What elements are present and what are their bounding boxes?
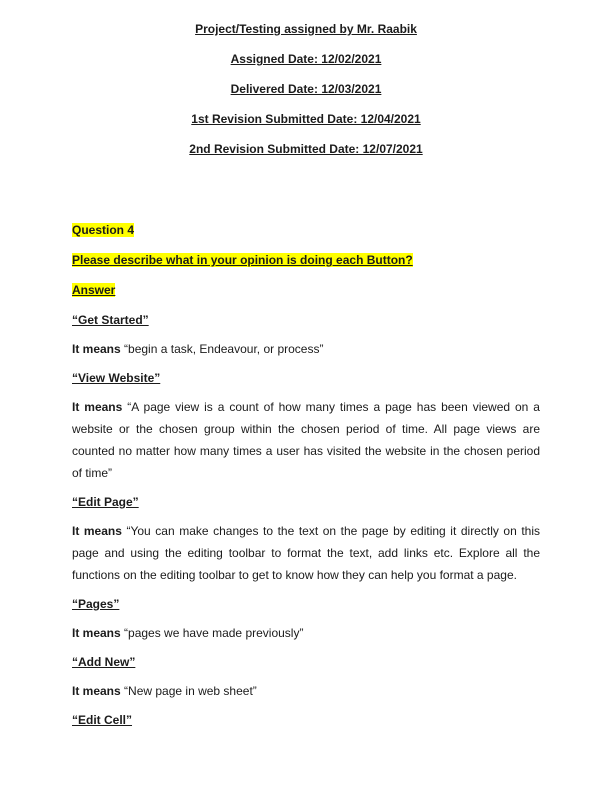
term-line bbox=[72, 368, 540, 389]
definition-lead: It means bbox=[72, 400, 128, 414]
term-line bbox=[72, 652, 540, 673]
question-number: Question 4 bbox=[72, 223, 135, 237]
delivered-date-text: Delivered Date: 12/03/2021 bbox=[230, 82, 382, 96]
term-label: “Get Started” bbox=[72, 313, 149, 327]
term-line bbox=[72, 594, 540, 615]
question-section bbox=[72, 220, 540, 301]
definition-lead: It means bbox=[72, 524, 127, 538]
question-prompt-line bbox=[72, 250, 540, 271]
term-line bbox=[72, 492, 540, 513]
term-label: “View Website” bbox=[72, 371, 161, 385]
assigned-date-text: Assigned Date: 12/02/2021 bbox=[230, 52, 382, 66]
term-line bbox=[72, 710, 540, 731]
definition-item-add-new bbox=[72, 652, 540, 702]
term-label: “Edit Cell” bbox=[72, 713, 133, 727]
definition-item-pages bbox=[72, 594, 540, 644]
term-line bbox=[72, 310, 540, 331]
definition-item-edit-page bbox=[72, 492, 540, 586]
definition-item-view-website bbox=[72, 368, 540, 484]
answer-label: Answer bbox=[72, 283, 116, 297]
definition-lead: It means bbox=[72, 342, 125, 356]
header-line-title bbox=[72, 19, 540, 40]
answer-label-line bbox=[72, 280, 540, 301]
definition-body: “New page in web sheet” bbox=[124, 684, 257, 698]
document-header bbox=[72, 19, 540, 160]
definition-line bbox=[72, 396, 540, 484]
header-line-delivered-date bbox=[72, 79, 540, 100]
question-prompt: Please describe what in your opinion is doing each Button? bbox=[72, 253, 413, 267]
definition-lead: It means bbox=[72, 684, 125, 698]
definition-body: “begin a task, Endeavour, or process” bbox=[124, 342, 324, 356]
definition-line bbox=[72, 520, 540, 586]
definition-item-edit-cell bbox=[72, 710, 540, 731]
definition-body: “You can make changes to the text on the page by editing it directly on this page and using the editing toolbar to format the text, add links etc. Explore all the functions on the editing toolbar to get to know how they can help you format a page. bbox=[72, 524, 541, 582]
term-label: “Edit Page” bbox=[72, 495, 139, 509]
term-label: “Pages” bbox=[72, 597, 120, 611]
header-line-first-revision bbox=[72, 109, 540, 130]
definition-body: “A page view is a count of how many times a page has been viewed on a website or the chosen group within the chosen period of time. All page views are counted no matter how many times a user has visited the website in the chosen period of time” bbox=[72, 400, 540, 480]
definition-item-get-started bbox=[72, 310, 540, 360]
definition-body: “pages we have made previously” bbox=[124, 626, 304, 640]
second-revision-text: 2nd Revision Submitted Date: 12/07/2021 bbox=[189, 142, 423, 156]
header-line-second-revision bbox=[72, 139, 540, 160]
term-label: “Add New” bbox=[72, 655, 136, 669]
answers-section bbox=[72, 310, 540, 731]
definition-line bbox=[72, 622, 540, 644]
definition-lead: It means bbox=[72, 626, 125, 640]
question-number-line bbox=[72, 220, 540, 241]
header-title-text: Project/Testing assigned by Mr. Raabik bbox=[195, 22, 417, 36]
header-line-assigned-date bbox=[72, 49, 540, 70]
definition-line bbox=[72, 680, 540, 702]
definition-line bbox=[72, 338, 540, 360]
first-revision-text: 1st Revision Submitted Date: 12/04/2021 bbox=[191, 112, 421, 126]
